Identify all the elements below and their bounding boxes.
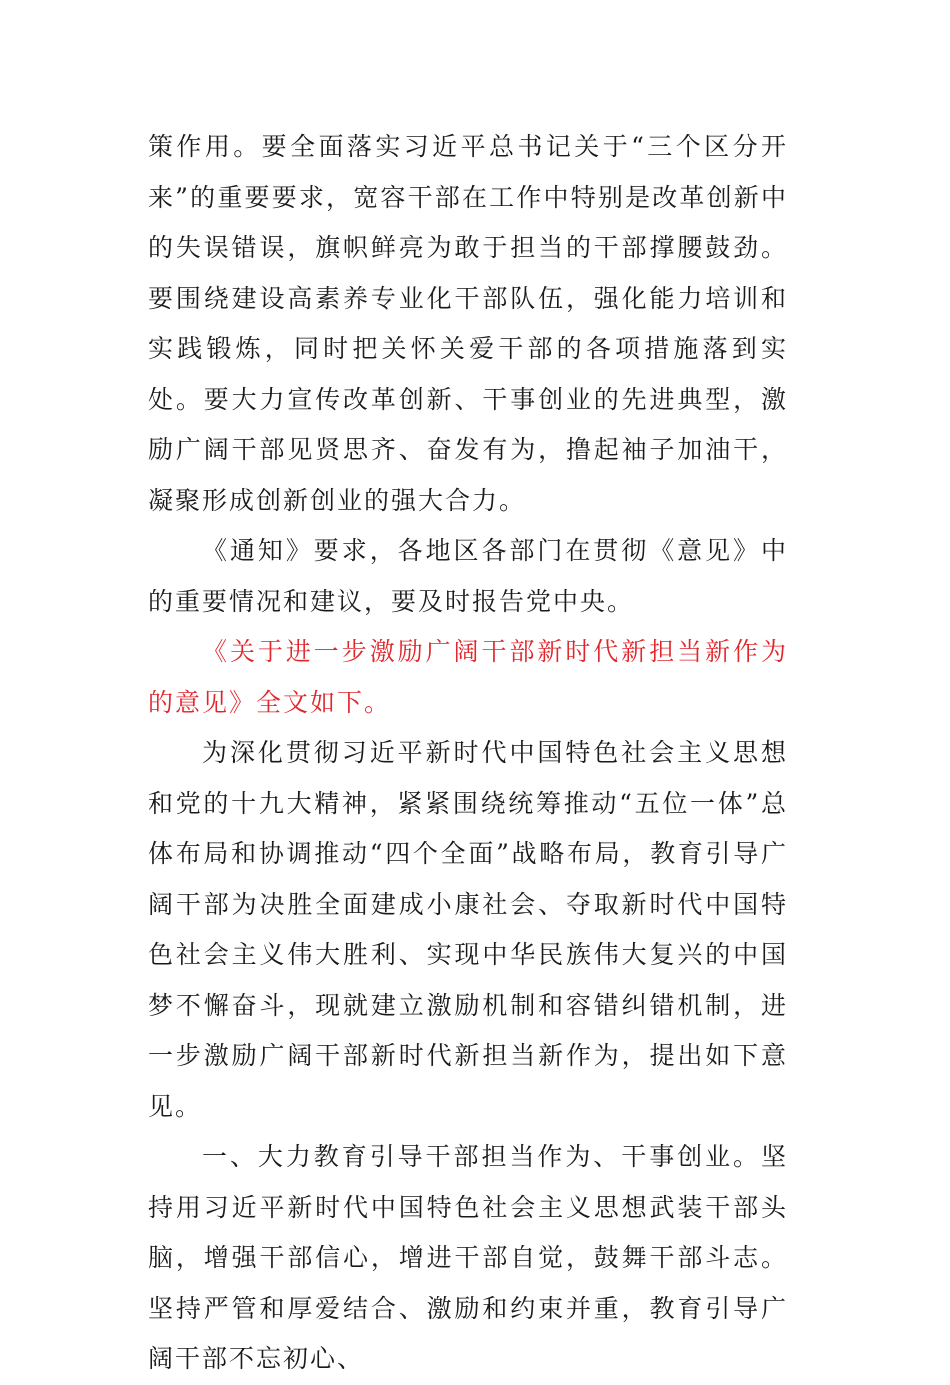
paragraph-preamble: 为深化贯彻习近平新时代中国特色社会主义思想和党的十九大精神，紧紧围绕统筹推动“五位一体”总体布局和协调推动“四个全面”战略布局，教育引导广阔干部为决胜全面建成小康社会、夺取新时代中国特色社会主义伟大胜利、实现中华民族伟大复兴的中国梦不懈奋斗，现就建立激励机制和容错纠错机制，进一步激励广阔干部新时代新担当新作为，提出如下意见。 (148, 738, 788, 1121)
paragraph-section-one: 一、大力教育引导干部担当作为、干事创业。坚持用习近平新时代中国特色社会主义思想武装干部头脑，增强干部信心，增进干部自觉，鼓舞干部斗志。坚持严管和厚爱结合、激励和约束并重，教育引导广阔干部不忘初心、 (148, 1142, 788, 1373)
paragraph-continuation: 策作用。要全面落实习近平总书记关于“三个区分开来”的重要要求，宽容干部在工作中特别是改革创新中的失误错误，旗帜鲜亮为敢于担当的干部撑腰鼓劲。要围绕建设高素养专业化干部队伍，强化能力培训和实践锻炼，同时把关怀关爱干部的各项措施落到实处。要大力宣传改革创新、干事创业的先进典型，激励广阔干部见贤思齐、奋发有为，撸起袖子加油干，凝聚形成创新创业的强大合力。 (148, 132, 788, 515)
paragraph-opinion-title: 《关于进一步激励广阔干部新时代新担当新作为的意见》全文如下。 (148, 637, 788, 717)
paragraph-notice: 《通知》要求，各地区各部门在贯彻《意见》中的重要情况和建议，要及时报告党中央。 (148, 536, 788, 616)
document-body (148, 122, 788, 1385)
